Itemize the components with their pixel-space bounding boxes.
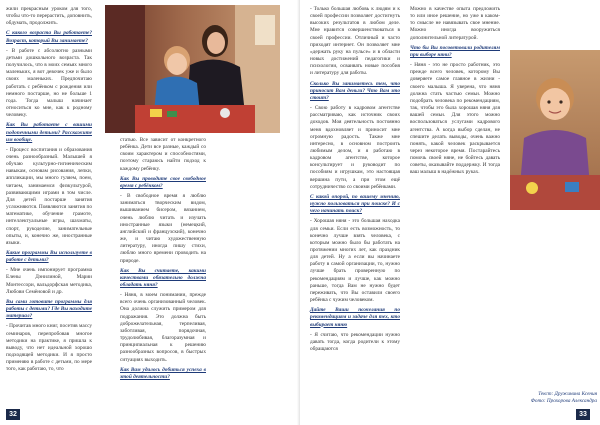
- interview-answer: - Процесс воспитания и образования очень разнообразный. Малышей я обучаю культурно-гигиеническим навыкам, основам рисования, лепки, аппликации, мы много гуляем, поем, читаем, занимаемся физкультурой, развивающими играми в том числе. Для детей постарше занятия усложняются. Появляются занятия по математике, обучение грамоте, интеллектуальные игры, шахматы, спорт, рукоделие, занимательные опыты, и, конечно же, иностранные языки.: [6, 146, 92, 246]
- left-page-number: [6, 409, 20, 420]
- interview-question: Как Вы считаете, какими качествами обязательно должна обладать няня?: [120, 267, 206, 288]
- interview-answer: жили прекрасным уроком для того, чтобы что-то перерастить, доповнить, обдумать, продолжить.: [6, 6, 92, 27]
- credit-text-author: Текст: Дружинина Ксения: [538, 391, 597, 397]
- interview-answer: статью. Все зависит от конкретного ребёнка. Дети все разные, каждый со своим характером и способностями, поэтому стараюсь найти подход к каждому ребёнку.: [120, 137, 206, 172]
- interview-answer: - Я считаю, что рекомендации нужно давать тогда, когда родители к этому обращаются: [310, 331, 400, 353]
- right-page: [300, 0, 600, 425]
- interview-answer: - Только большая любовь к людям и к своей профессии позволяет достигнуть высоких результатов в любом деле. Мне нравится совершенствоваться в своей профессии. Отличный и часто приходят интернет. Он позволяет мне «держать руку на пульсе» и в области новых достижений педагогики и психологии, осваивать новые пособия и литературу для работы.: [310, 6, 400, 77]
- interview-question: Дайте Ваши пожелания по рекомендациям и задаче для тех, кто выбирает няню: [310, 307, 400, 328]
- interview-question: С какой опорой, по вашему мнению, нужно пользоваться при поиске? И с чего начинать поиск?: [310, 193, 400, 215]
- left-column-1: [6, 6, 92, 377]
- interview-answer: - Мне очень импонирует программа Елены Дэнилиной, Марии Монтессори, вальдорфская методика, Любови Семёновой и др.: [6, 267, 92, 295]
- photo-child-playing-image: [510, 50, 600, 210]
- interview-answer: - Прочитав много книг, посетив массу семинаров, перепробовав многое методики на практике, я пришла к выводу, что нет идеальной хорошо подходящей методики. И я просто применяю в работе с детьми, по мере того, как работаю, то, что: [6, 323, 92, 373]
- photo-credits: [519, 391, 597, 405]
- interview-question: Сколько Вы занимаетесь тем, что приносит Вам деньги? Что Вам это стоит?: [310, 80, 400, 101]
- interview-answer: - В свободное время я люблю заниматься творческим видом, вышиванием бисером, вязанием, очень люблю читать и изучать иностранные языки (немецкий, английский и французский), конечно же, и читаю художественную литературу, иногда пишу стихи, люблю много времени проводить на природе.: [120, 193, 206, 264]
- interview-question: Как Вы работаете с вашими подопечными детьми? Расскажите им вообще.: [6, 122, 92, 143]
- photo-nanny-with-child-image: [105, 5, 280, 133]
- interview-answer: - Няня - это не просто работник, это прежде всего человек, которому Вы доверяете самое главное в жизни - своего малыша. Я уверена, что няня должна стать частью семьи. Можно подобрать человека по рекомендациям, так, чтобы это была хорошая няня для вашей семьи. Для этого можно воспользоваться услугами кадрового агентства. А когда выбор сделан, не спешите делать выводы, очень важно понять, какой человек раскрывается через некоторое время. Постарайтесь помочь своей няне, не бойтесь давать советы, оказывайте поддержку. И тогда ваш малыш в надёжных руках.: [410, 62, 500, 176]
- credit-photo-author: Фото: Прохорова Александра: [530, 398, 597, 404]
- right-page-number-text: 33: [579, 411, 587, 418]
- interview-question: Как Вы проводите свое свободное время с ребёнком?: [120, 175, 206, 189]
- photo-child-playing: [510, 50, 600, 210]
- right-column-2: [410, 6, 500, 180]
- interview-answer: - Хорошая няня - это большая находка для семьи. Если есть возможность, то конечно лучше взять человека, с которым можно было бы работать на протяжении многих лет, как праздник для детей. Ну а если вы начинаете работу в самой организации, то, нужно лучше брать проверенную по рекомендациям и лучше, как можно раньше, тогда Вам не нужно будет переживать, что Вы оставили своего ребёнка с чужим человеком.: [310, 218, 400, 304]
- left-column-2: [120, 137, 206, 384]
- interview-question: Какие программы Вы используете в работе с детьми?: [6, 250, 92, 264]
- photo-nanny-with-child: [105, 5, 280, 133]
- interview-question: Как Вам удалось добиться успеха в этой деятельности?: [120, 366, 206, 380]
- interview-question: Что бы Вы посоветовали родителям при выборе няни?: [410, 44, 500, 58]
- interview-question: Вы сами готовите программы для работы с детьми? Где Вы находите материал?: [6, 298, 92, 320]
- right-column-1: [310, 6, 400, 356]
- interview-answer: - Няня, в моем понимании, прежде всего очень организованный человек. Она должна служить примером для подражания. Это должна быть доброжелательная, терпеливая, заботливая, порядочная, трудолюбивая, благоразумная и принципиальная к решению разнообразных вопросов, в быстрых ситуациях выходить.: [120, 292, 206, 363]
- interview-answer: - Свою работу в кадровом агентстве рассматриваю, как источник своих доходов. Моя деятельность постоянно меня вдохновляет и приносит мне огромную радость. Также мне интересно, в основном построить любимым делом, и я работаю в кадровом агентстве, которое консультирует и руководит по пособиям и игрушкам, это настоящая вершина пути, а при этом ещё сотрудничество со своими ребёнками.: [310, 105, 400, 190]
- left-page-number-text: 32: [9, 411, 17, 418]
- right-page-number: [576, 409, 590, 420]
- interview-answer: Можно в качестве опыта предложить то или иное решение, но уже в каком-то смысле не навязывать свое мнение. Можно иногда вооружиться дополнительной литературой.: [410, 6, 500, 41]
- interview-question: С какого возраста Вы работаете? Возраст, который Вы занимаете?: [6, 30, 92, 44]
- interview-answer: - В работе с абсолютно разными детьми дошкольного возраста. Так получилось, что в моих семьях много маленьких, я вот девочек уже и было своих маленьких. Предпочитаю работать с ребёнком с рождения или немного постарше, но не больше 1 года. Тогда малыш начинает относиться ко мне, как к родному человеку.: [6, 47, 92, 119]
